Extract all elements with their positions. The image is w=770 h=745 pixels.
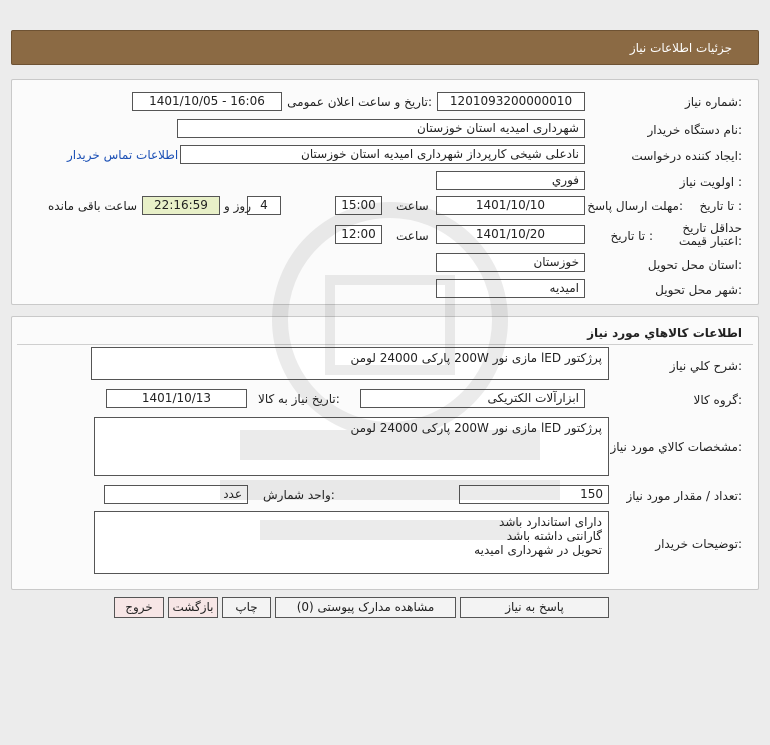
province-field[interactable]: خوزستان [436, 253, 585, 272]
deadline-to-label: تا تاریخ : [699, 199, 742, 213]
page-title: جزئیات اطلاعات نیاز [629, 41, 732, 55]
validity-time-label: ساعت [396, 229, 429, 243]
general-desc-label: شرح کلي نياز: [669, 359, 742, 373]
requester-label: ایجاد کننده درخواست: [631, 149, 742, 163]
deadline-date-field[interactable]: 1401/10/10 [436, 196, 585, 215]
need-date-field[interactable]: 1401/10/13 [106, 389, 247, 408]
attachments-button[interactable]: مشاهده مدارک پیوستی (0) [275, 597, 456, 618]
priority-field[interactable]: فوري [436, 171, 585, 190]
buyer-notes-label: توضیحات خریدار: [655, 537, 742, 551]
page-header [11, 30, 759, 65]
goods-group-label: گروه کالا: [693, 393, 742, 407]
validity-to-label: تا تاریخ : [610, 229, 653, 243]
city-field[interactable]: امیدیه [436, 279, 585, 298]
print-button[interactable]: چاپ [222, 597, 271, 618]
quantity-value: 150 [580, 487, 603, 501]
need-info-panel [11, 79, 759, 305]
buyer-note-line: تحویل در شهرداری امیدیه [474, 543, 602, 557]
days-remaining-field[interactable]: 4 [247, 196, 281, 215]
city-label: شهر محل تحویل: [655, 283, 742, 297]
buyer-contact-link[interactable]: اطلاعات تماس خریدار [67, 148, 179, 162]
validity-date-field[interactable]: 1401/10/20 [436, 225, 585, 244]
section-divider [17, 344, 753, 345]
quantity-field[interactable] [459, 485, 609, 504]
priority-label: اولویت نیاز : [679, 175, 742, 189]
goods-specs-field[interactable]: پرژکتور lED مازی نور 200W پارکی 24000 لومن [94, 417, 609, 476]
need-number-field[interactable]: 1201093200000010 [437, 92, 585, 111]
deadline-label: مهلت ارسال پاسخ: [587, 199, 683, 213]
goods-section-title: اطلاعات کالاهاي مورد نياز [587, 326, 742, 340]
province-label: استان محل تحویل: [647, 258, 742, 272]
buyer-note-line: دارای استاندارد باشد [499, 515, 602, 529]
announce-label: تاریخ و ساعت اعلان عمومی: [287, 95, 432, 109]
unit-field[interactable]: عدد [104, 485, 248, 504]
remaining-label: ساعت باقی مانده [48, 199, 138, 213]
back-button[interactable]: بازگشت [168, 597, 218, 618]
exit-button[interactable]: خروج [114, 597, 164, 618]
goods-group-field[interactable]: ابزارآلات الکتریکی [360, 389, 585, 408]
days-label: روز و [224, 199, 251, 213]
buyer-note-line: گارانتی داشته باشد [506, 529, 602, 543]
quantity-label: تعداد / مقدار مورد نیاز: [626, 489, 742, 503]
reply-button[interactable]: پاسخ به نیاز [460, 597, 609, 618]
buyer-org-field[interactable]: شهرداری امیدیه استان خوزستان [177, 119, 585, 138]
need-date-label: تاریخ نیاز به کالا: [258, 392, 340, 406]
announce-datetime-field[interactable]: 1401/10/05 - 16:06 [132, 92, 282, 111]
validity-time-field[interactable]: 12:00 [335, 225, 382, 244]
requester-field[interactable]: نادعلی شیخی کارپرداز شهرداری امیدیه استان خوزستان [180, 145, 585, 164]
deadline-time-label: ساعت [396, 199, 429, 213]
deadline-time-field[interactable]: 15:00 [335, 196, 382, 215]
buyer-notes-field[interactable] [94, 511, 609, 574]
general-desc-field[interactable]: پرژکتور lED مازی نور 200W پارکی 24000 لومن [91, 347, 609, 380]
validity-label: حداقل تاریخ اعتبار قیمت: [678, 221, 742, 248]
remaining-time-field: 22:16:59 [142, 196, 220, 215]
goods-specs-label: مشخصات کالاي مورد نياز: [610, 440, 742, 454]
unit-label: واحد شمارش: [263, 488, 335, 502]
need-number-label: شماره نیاز: [684, 95, 742, 109]
buyer-org-label: نام دستگاه خریدار: [647, 123, 742, 137]
